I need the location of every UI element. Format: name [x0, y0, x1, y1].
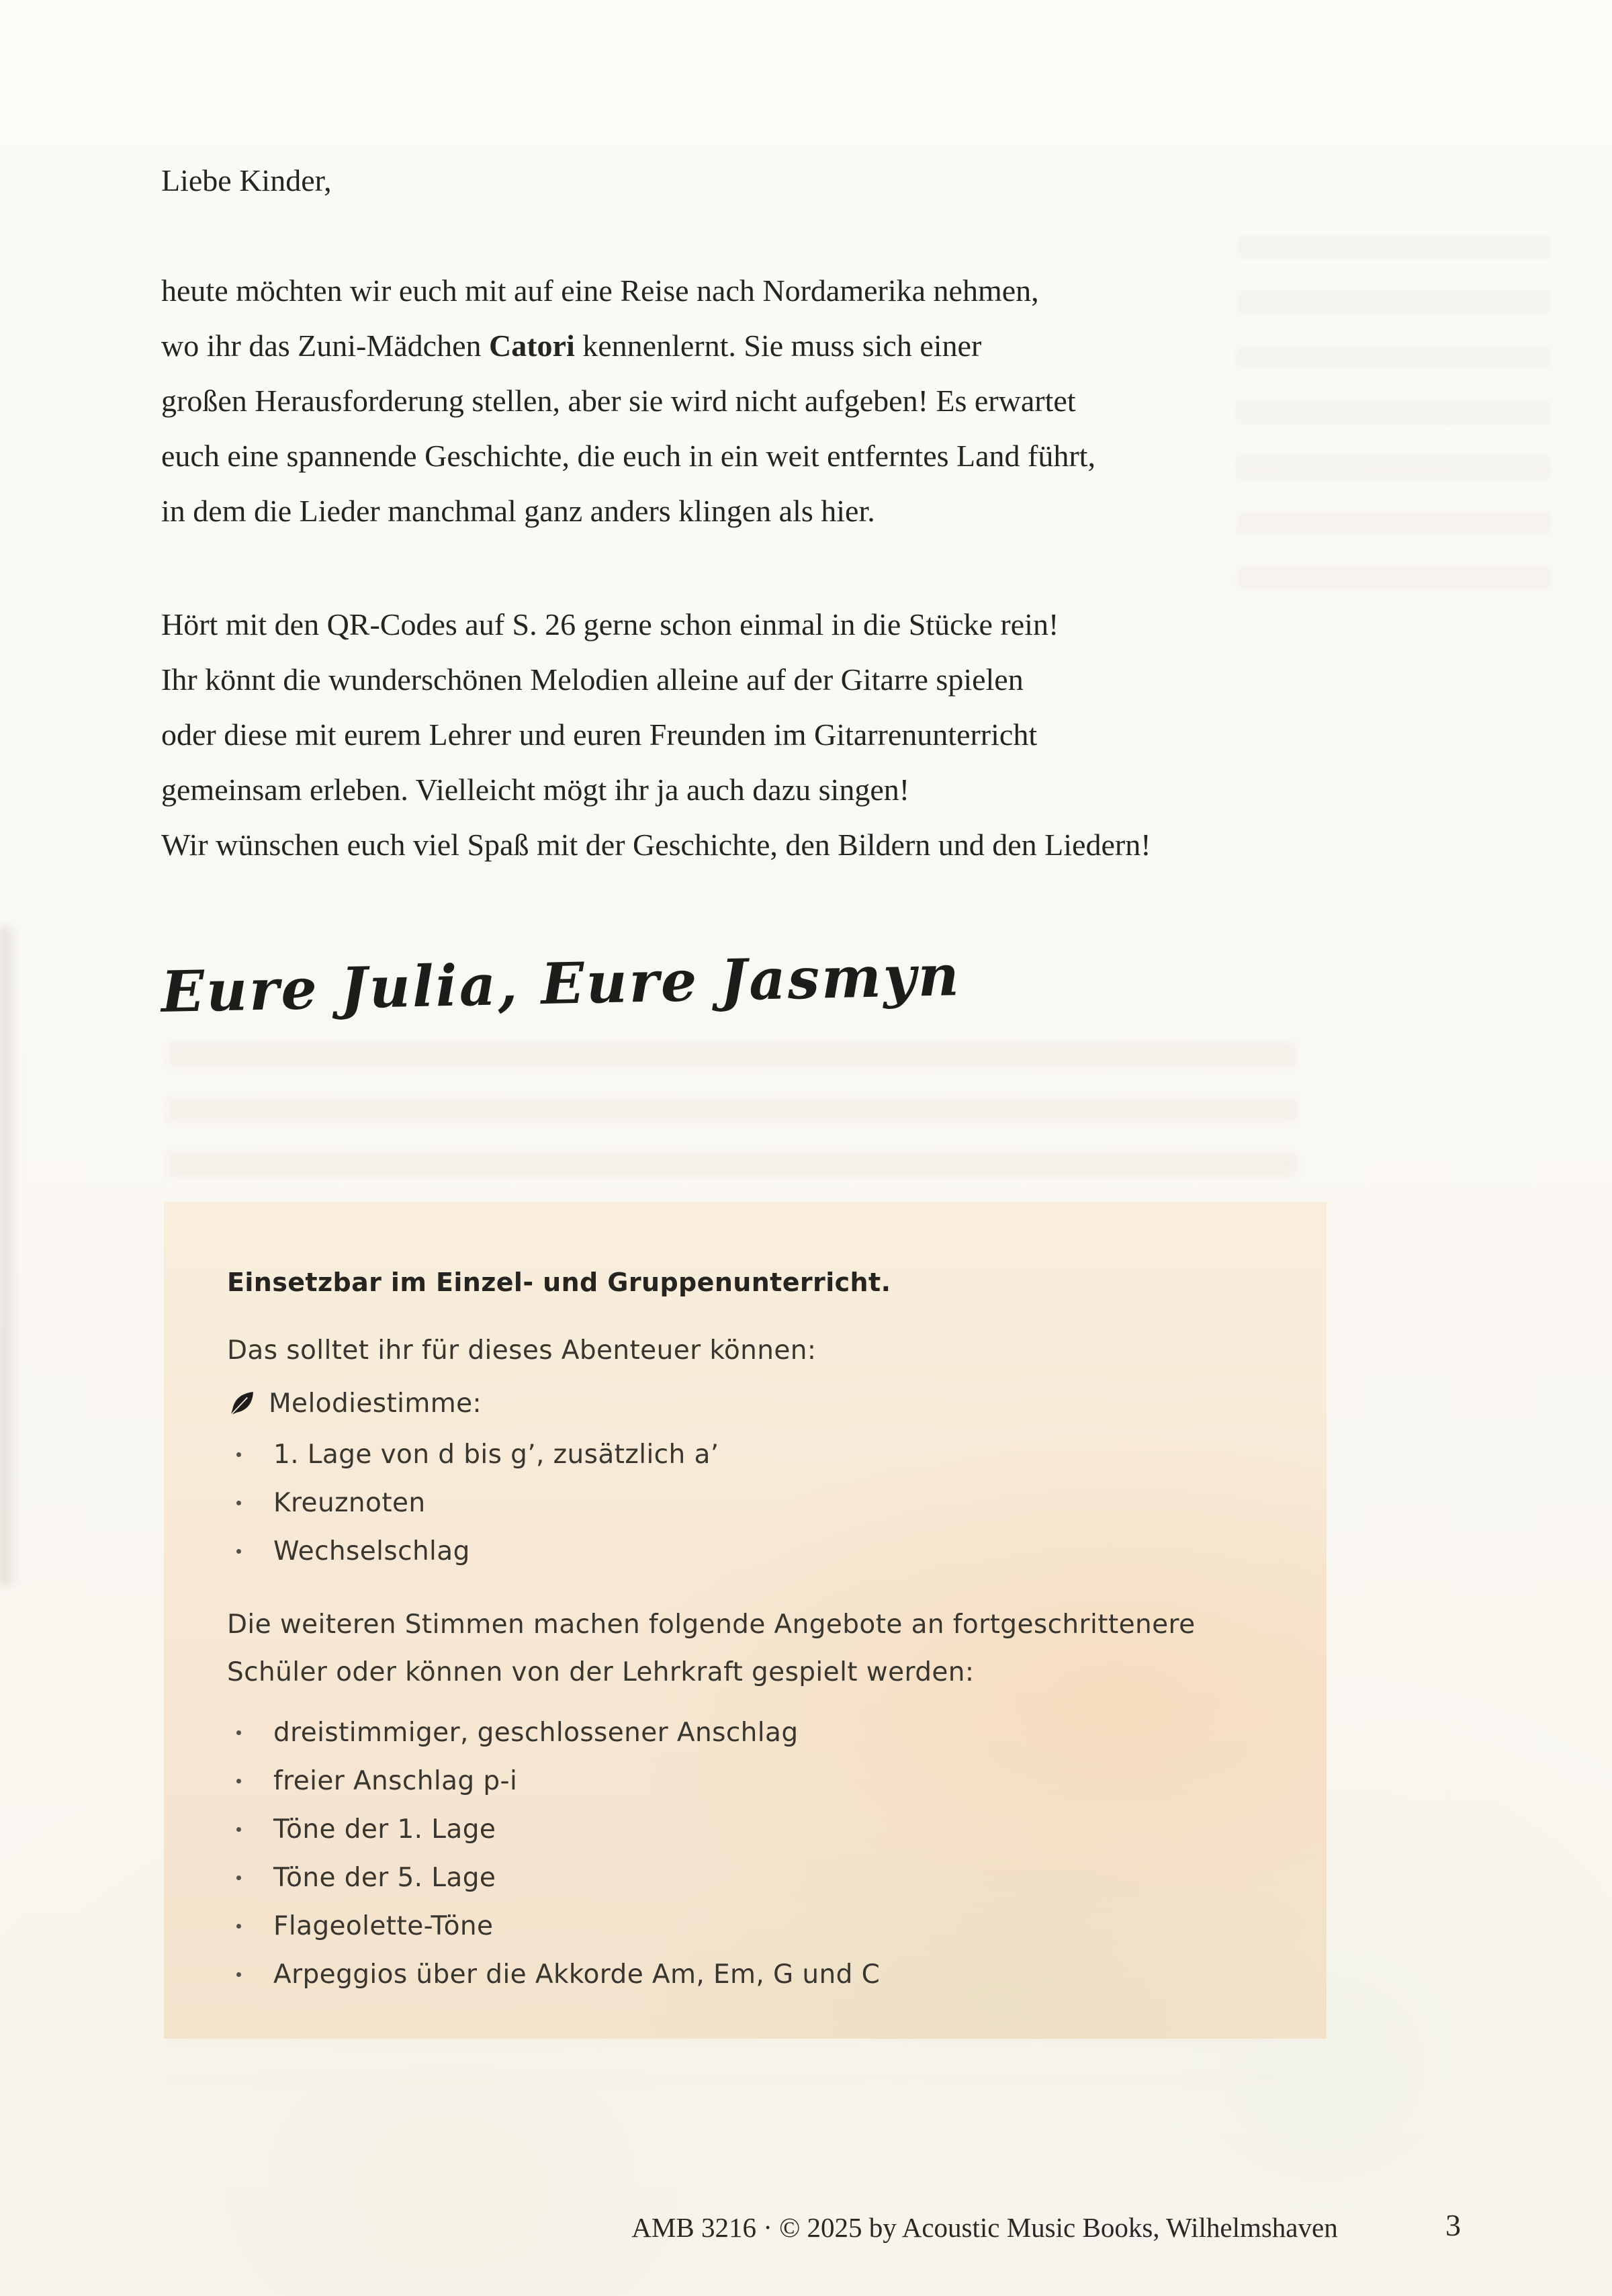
text-line: in dem die Lieder manchmal ganz anders klingen als hier.	[161, 494, 875, 528]
list-item: dreistimmiger, geschlossener Anschlag	[227, 1708, 1273, 1757]
scan-edge-shadow	[0, 927, 17, 1585]
melody-voice-row	[227, 1387, 1273, 1419]
footer-imprint: AMB 3216 · © 2025 by Acoustic Music Books, Wilhelmshaven	[631, 2212, 1338, 2243]
text-line: heute möchten wir euch mit auf eine Reise nach Nordamerika nehmen,	[161, 273, 1039, 308]
list-item: 1. Lage von d bis g’, zusätzlich a’	[227, 1430, 1273, 1478]
list-item: Töne der 1. Lage	[227, 1805, 1273, 1853]
text-segment: wo ihr das Zuni-Mädchen	[161, 328, 489, 363]
text-line: Hört mit den QR-Codes auf S. 26 gerne schon einmal in die Stücke rein!	[161, 607, 1059, 642]
info-box	[164, 1202, 1327, 2039]
text-line: Die weiteren Stimmen machen folgende Angebote an fortgeschrittenere	[227, 1609, 1196, 1640]
advanced-intro	[227, 1601, 1273, 1696]
requirements-intro: Das solltet ihr für dieses Abenteuer können:	[227, 1335, 817, 1366]
list-item: Kreuznoten	[227, 1478, 1273, 1527]
feather-icon	[228, 1389, 257, 1417]
text-line: Wir wünschen euch viel Spaß mit der Geschichte, den Bildern und den Liedern!	[161, 828, 1151, 862]
greeting: Liebe Kinder,	[161, 163, 332, 197]
page-number: 3	[1445, 2208, 1461, 2242]
text-line: gemeinsam erleben. Vielleicht mögt ihr ja auch dazu singen!	[161, 772, 910, 807]
text-line: Ihr könnt die wunderschönen Melodien alleine auf der Gitarre spielen	[161, 662, 1024, 697]
page-showthrough	[168, 1043, 1296, 1224]
list-item: Wechselschlag	[227, 1527, 1273, 1575]
advanced-techniques-list	[227, 1708, 1273, 1998]
intro-paragraph-2	[161, 597, 1424, 873]
melody-label: Melodiestimme:	[269, 1388, 482, 1419]
text-line: Schüler oder können von der Lehrkraft gespielt werden:	[227, 1657, 975, 1687]
text-line: euch eine spannende Geschichte, die euch in ein weit entferntes Land führt,	[161, 439, 1095, 473]
list-item: freier Anschlag p-i	[227, 1757, 1273, 1805]
intro-paragraph-1	[161, 263, 1424, 539]
text-line: oder diese mit eurem Lehrer und euren Freunden im Gitarrenunterricht	[161, 717, 1038, 752]
character-name-catori: Catori	[489, 328, 575, 363]
handwritten-signature: Eure Julia, Eure Jasmyn	[160, 942, 962, 1025]
text-segment: kennenlernt. Sie muss sich einer	[574, 328, 982, 363]
melody-requirements-list	[227, 1430, 1273, 1575]
list-item: Flageolette-Töne	[227, 1902, 1273, 1950]
info-box-heading: Einsetzbar im Einzel- und Gruppenunterricht.	[227, 1268, 891, 1297]
text-line: großen Herausforderung stellen, aber sie wird nicht aufgeben! Es erwartet	[161, 384, 1076, 418]
text-line	[161, 318, 1424, 373]
list-item: Arpeggios über die Akkorde Am, Em, G und C	[227, 1950, 1273, 1998]
list-item: Töne der 5. Lage	[227, 1853, 1273, 1902]
